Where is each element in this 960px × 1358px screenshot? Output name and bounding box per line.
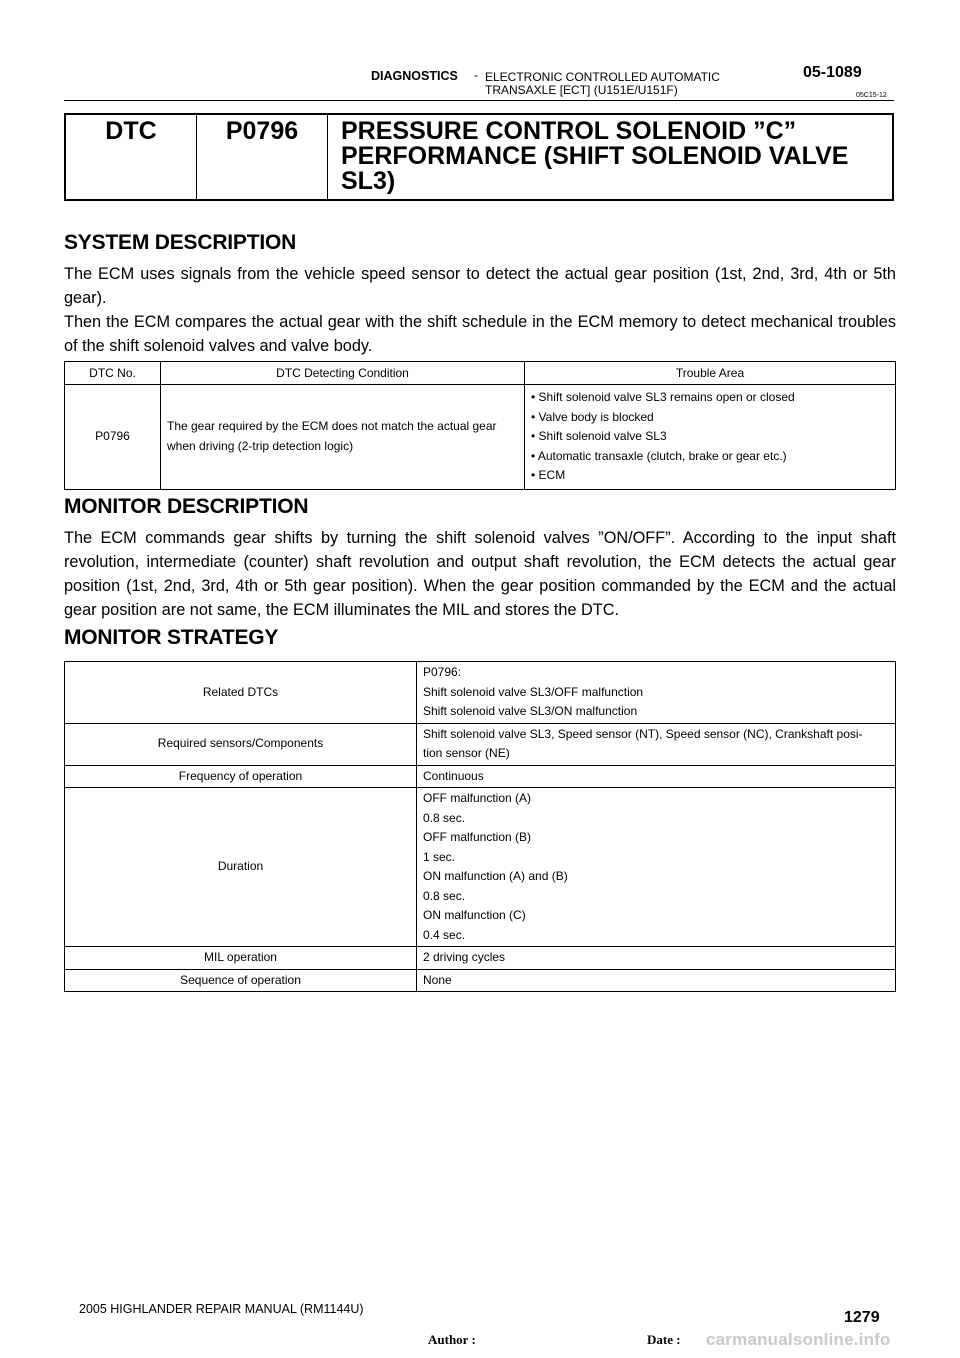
dtc-title	[328, 115, 892, 199]
trouble-area-item: • Shift solenoid valve SL3 remains open or closed	[531, 390, 795, 404]
trouble-area-item: • Automatic transaxle (clutch, brake or gear etc.)	[531, 448, 787, 463]
strategy-value-line: ON malfunction (C)	[423, 908, 526, 922]
strategy-value-line: P0796:	[423, 665, 462, 679]
strategy-value-line: OFF malfunction (B)	[423, 830, 532, 844]
strategy-label: Sequence of operation	[65, 969, 417, 992]
dtc-title-line1: PRESSURE CONTROL SOLENOID ”C”	[341, 117, 797, 145]
system-description-para1: The ECM uses signals from the vehicle speed sensor to detect the actual gear position (1st, 2nd, 3rd, 4th or 5th gear).	[64, 265, 896, 307]
dtc-title-box	[64, 113, 894, 201]
strategy-value-line: ON malfunction (A) and (B)	[423, 869, 568, 883]
system-description-heading: SYSTEM DESCRIPTION	[64, 231, 297, 254]
strategy-value: Continuous	[417, 765, 896, 788]
dtc-number-cell: P0796	[65, 385, 161, 490]
dtc-table-header: DTC Detecting Condition	[161, 362, 525, 385]
strategy-value	[417, 723, 896, 765]
header-doc-code: 05C15-12	[856, 92, 887, 99]
monitor-description-para: The ECM commands gear shifts by turning the shift solenoid valves ”ON/OFF”. According to the input shaft revolution, intermediate (counter) shaft revolution and output shaft revolution, the ECM detects the actual gear position (1st, 2nd, 3rd, 4th or 5th gear position). When the gear position commanded by the ECM and the actual gear position are not same, the ECM illuminates the MIL and stores the DTC.	[64, 529, 896, 619]
strategy-label: Related DTCs	[65, 662, 417, 724]
strategy-value-line: tion sensor (NE)	[423, 746, 510, 760]
header-page-code: 05-1089	[803, 64, 862, 81]
strategy-value-line: 0.4 sec.	[423, 927, 466, 942]
strategy-value-line: Shift solenoid valve SL3/OFF malfunction	[423, 684, 644, 699]
strategy-row-mil	[65, 947, 896, 970]
strategy-label: Frequency of operation	[65, 765, 417, 788]
strategy-value-line: 0.8 sec.	[423, 810, 466, 825]
footer-manual-title: 2005 HIGHLANDER REPAIR MANUAL (RM1144U)	[79, 1302, 364, 1316]
strategy-value: None	[417, 969, 896, 992]
strategy-label: MIL operation	[65, 947, 417, 970]
trouble-area-item: • Valve body is blocked	[531, 409, 654, 424]
dtc-table-header-row	[65, 362, 896, 385]
dtc-table-row	[65, 385, 896, 490]
dtc-condition-line: The gear required by the ECM does not match the actual gear	[167, 419, 497, 434]
trouble-area-item: • Shift solenoid valve SL3	[531, 429, 667, 443]
header-section: DIAGNOSTICS	[371, 69, 458, 83]
watermark-text: carmanualsonline.info	[706, 1330, 891, 1349]
dtc-condition-line: when driving (2-trip detection logic)	[167, 438, 354, 453]
footer-author-label: Author :	[428, 1332, 476, 1347]
trouble-area-cell	[525, 385, 896, 490]
monitor-strategy-table	[64, 661, 896, 992]
strategy-value	[417, 788, 896, 947]
header-rule	[64, 100, 894, 101]
header-title-line2: TRANSAXLE [ECT] (U151E/U151F)	[485, 83, 678, 97]
strategy-row-related-dtcs	[65, 662, 896, 724]
strategy-value	[417, 662, 896, 724]
strategy-value-line: 0.8 sec.	[423, 888, 466, 903]
trouble-area-item: • ECM	[531, 468, 566, 482]
dtc-title-line2: PERFORMANCE (SHIFT SOLENOID VALVE	[341, 142, 849, 170]
strategy-value-line: Shift solenoid valve SL3, Speed sensor (NT), Speed sensor (NC), Crankshaft posi-	[423, 726, 863, 741]
header-title	[485, 71, 720, 97]
strategy-label: Required sensors/Components	[65, 723, 417, 765]
footer-date-label: Date :	[647, 1332, 681, 1347]
header-dash: -	[474, 68, 478, 82]
strategy-value: 2 driving cycles	[417, 947, 896, 970]
monitor-description-heading: MONITOR DESCRIPTION	[64, 495, 309, 518]
dtc-label: DTC	[66, 115, 197, 199]
dtc-title-line3: SL3)	[341, 167, 396, 195]
footer-page-number: 1279	[844, 1309, 880, 1326]
strategy-value-line: 1 sec.	[423, 849, 456, 864]
dtc-code: P0796	[197, 115, 328, 199]
strategy-row-duration	[65, 788, 896, 947]
system-description-para2: Then the ECM compares the actual gear with the shift schedule in the ECM memory to detect mechanical troubles of the shift solenoid valves and valve body.	[64, 313, 896, 355]
dtc-table	[64, 361, 896, 490]
monitor-strategy-heading: MONITOR STRATEGY	[64, 626, 279, 649]
strategy-value-line: OFF malfunction (A)	[423, 791, 532, 805]
strategy-label: Duration	[65, 788, 417, 947]
strategy-row-required	[65, 723, 896, 765]
dtc-table-header: Trouble Area	[525, 362, 896, 385]
strategy-value-line: Shift solenoid valve SL3/ON malfunction	[423, 704, 638, 718]
header-title-line1: ELECTRONIC CONTROLLED AUTOMATIC	[485, 70, 720, 84]
strategy-row-frequency	[65, 765, 896, 788]
strategy-row-sequence	[65, 969, 896, 992]
dtc-condition-cell	[161, 385, 525, 490]
dtc-table-header: DTC No.	[65, 362, 161, 385]
